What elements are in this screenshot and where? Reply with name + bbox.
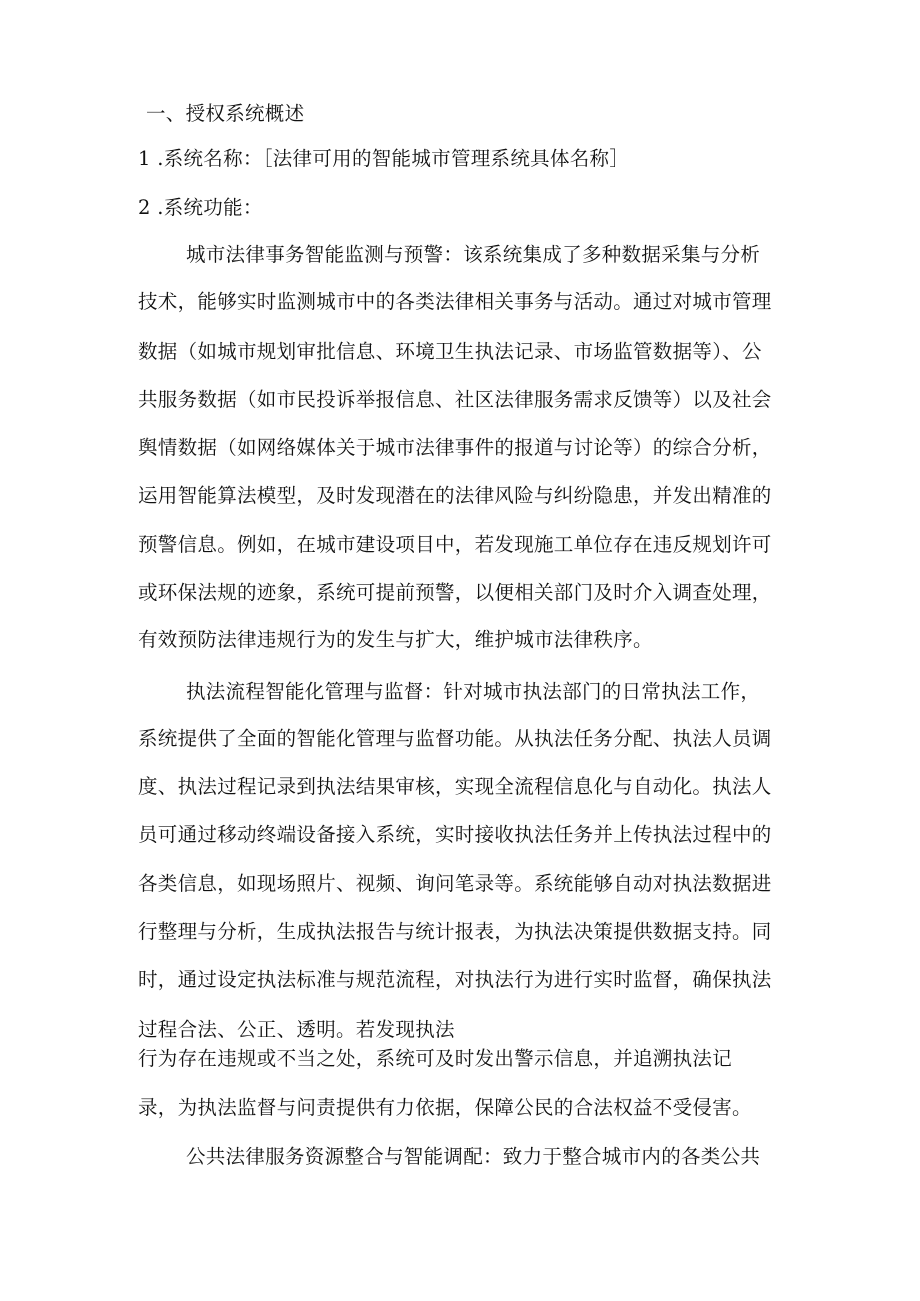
para2-line-4: 员可通过移动终端设备接入系统，实时接收执法任务并上传执法过程中的 <box>138 823 772 846</box>
para2-line-8: 过程合法、公正、透明。若发现执法 <box>138 1018 455 1041</box>
para2-line-10: 录，为执法监督与问责提供有力依据，保障公民的合法权益不受侵害。 <box>138 1096 752 1119</box>
para2-line-2: 系统提供了全面的智能化管理与监督功能。从执法任务分配、执法人员调 <box>138 727 772 750</box>
para1-line-7: 预警信息。例如，在城市建设项目中，若发现施工单位存在违反规划许可 <box>138 533 772 556</box>
section-heading: 一、授权系统概述 <box>146 102 305 125</box>
para2-line-1: 执法流程智能化管理与监督：针对城市执法部门的日常执法工作， <box>186 680 761 703</box>
para2-line-9: 行为存在违规或不当之处，系统可及时发出警示信息，并追溯执法记 <box>138 1047 733 1070</box>
para1-line-8: 或环保法规的迹象，系统可提前预警，以便相关部门及时介入调查处理， <box>138 581 772 604</box>
para2-line-5: 各类信息，如现场照片、视频、询问笔录等。系统能够自动对执法数据进 <box>138 872 772 895</box>
para1-line-4: 共服务数据（如市民投诉举报信息、社区法律服务需求反馈等）以及社会 <box>138 388 772 411</box>
para1-line-2: 技术，能够实时监测城市中的各类法律相关事务与活动。通过对城市管理 <box>138 290 772 313</box>
para2-line-3: 度、执法过程记录到执法结果审核，实现全流程信息化与自动化。执法人 <box>138 775 772 798</box>
item-system-function: 2 .系统功能： <box>138 196 263 219</box>
para2-line-7: 时，通过设定执法标准与规范流程，对执法行为进行实时监督，确保执法 <box>138 968 772 991</box>
para3-line-1: 公共法律服务资源整合与智能调配：致力于整合城市内的各类公共 <box>186 1145 761 1168</box>
para2-line-6: 行整理与分析，生成执法报告与统计报表，为执法决策提供数据支持。同 <box>138 920 772 943</box>
para1-line-9: 有效预防法律违规行为的发生与扩大，维护城市法律秩序。 <box>138 628 653 651</box>
para1-line-5: 舆情数据（如网络媒体关于城市法律事件的报道与讨论等）的综合分析， <box>138 436 772 459</box>
para1-line-6: 运用智能算法模型，及时发现潜在的法律风险与纠纷隐患，并发出精准的 <box>138 484 772 507</box>
para1-line-3: 数据（如城市规划审批信息、环境卫生执法记录、市场监管数据等）、公 <box>138 340 762 363</box>
para1-line-1: 城市法律事务智能监测与预警：该系统集成了多种数据采集与分析 <box>186 243 761 266</box>
item-system-name: 1 .系统名称：［法律可用的智能城市管理系统具体名称］ <box>138 147 630 170</box>
